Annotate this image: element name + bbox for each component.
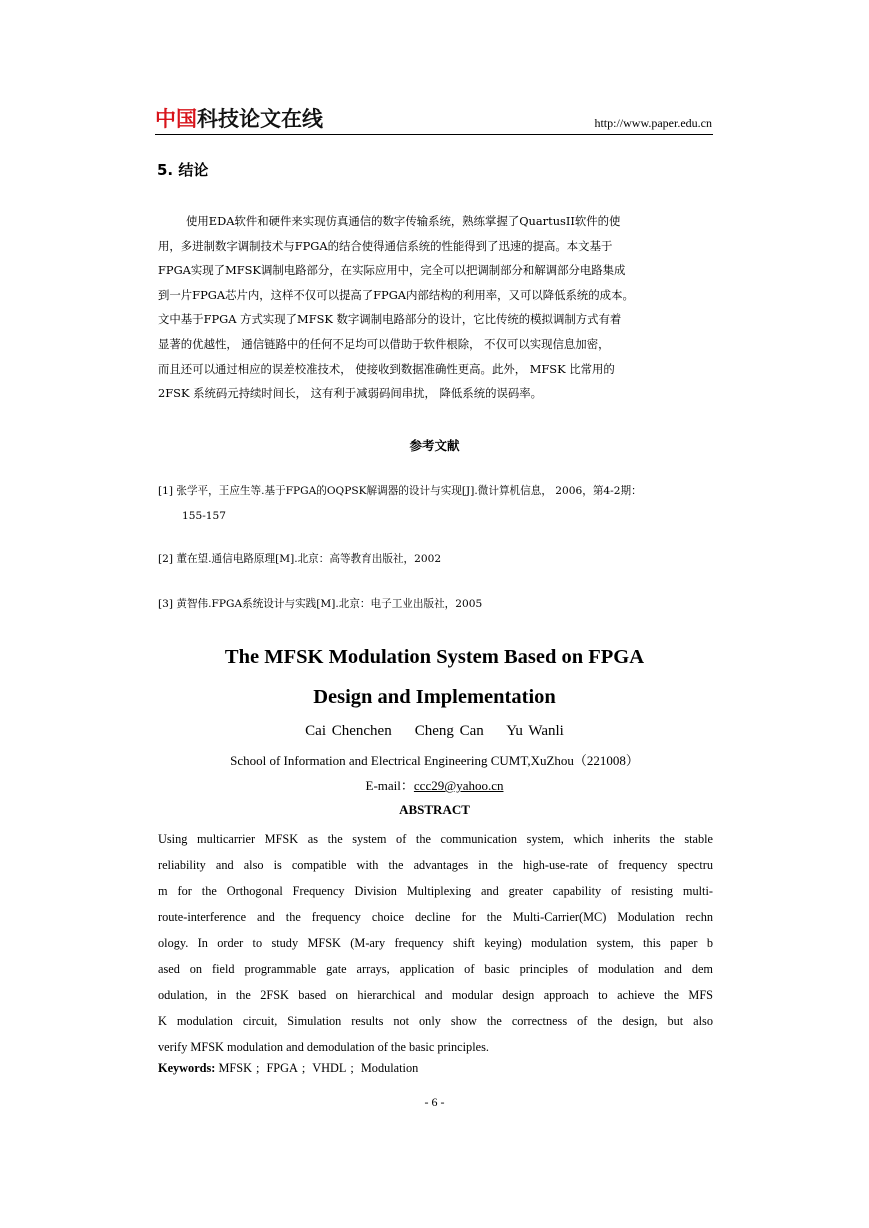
logo-dark-text: 科技论文在线 bbox=[197, 107, 323, 131]
authors: Cai Chenchen Cheng Can Yu Wanli bbox=[305, 723, 564, 739]
abstract-line: odulation, in the 2FSK based on hierarchical and modular design approach to achieve the MFS bbox=[158, 988, 713, 1002]
abstract-line: ology. In order to study MFSK (M-ary frequency shift keying) modulation system, this paper b bbox=[158, 936, 713, 950]
page-number: - 6 - bbox=[424, 1095, 445, 1109]
abstract-line: route-interference and the frequency choice decline for the Multi-Carrier(MC) Modulation rechn bbox=[158, 910, 713, 924]
abstract-line: Using multicarrier MFSK as the system of the communication system, which inherits the stable bbox=[158, 832, 713, 846]
references-title: 参考文献 bbox=[409, 438, 460, 453]
reference-item bbox=[158, 592, 482, 617]
reference-text: [1] 张学平，王应生等.基于FPGA的OQPSK解调器的设计与实现[J].微计算机信息， 2006，第4-2期： bbox=[158, 485, 642, 497]
abstract-line: verify MFSK modulation and demodulation of the basic principles. bbox=[158, 1040, 489, 1054]
reference-item bbox=[158, 479, 642, 529]
site-url[interactable]: http://www.paper.edu.cn bbox=[594, 116, 712, 130]
paragraph-line: 2FSK 系统码元持续时间长， 这有利于减弱码间串扰， 降低系统的误码率。 bbox=[158, 386, 543, 401]
email-line bbox=[0, 775, 869, 794]
logo-red-text: 中国 bbox=[155, 107, 197, 131]
conclusion-paragraph bbox=[158, 209, 714, 406]
english-title-line-1: The MFSK Modulation System Based on FPGA bbox=[224, 646, 645, 668]
reference-text-continued: 155-157 bbox=[182, 510, 227, 522]
abstract-line: m for the Orthogonal Frequency Division Multiplexing and greater capability of resisting multi- bbox=[158, 884, 713, 898]
reference-item bbox=[158, 547, 441, 572]
abstract-line: K modulation circuit, Simulation results not only show the correctness of the design, but also bbox=[158, 1014, 713, 1028]
paragraph-line: FPGA实现了MFSK调制电路部分，在实际应用中，完全可以把调制部分和解调部分电路集成 bbox=[158, 263, 626, 278]
paragraph-line: 使用EDA软件和硬件来实现仿真通信的数字传输系统，熟练掌握了QuartusII软件的使 bbox=[186, 214, 621, 228]
email-label: E-mail： bbox=[365, 778, 414, 793]
english-title-line-2: Design and Implementation bbox=[313, 686, 556, 708]
paragraph-line: 而且还可以通过相应的误差校准技术， 使接收到数据准确性更高。此外， MFSK 比常用的 bbox=[158, 361, 615, 376]
paragraph-line: 显著的优越性， 通信链路中的任何不足均可以借助于软件根除， 不仅可以实现信息加密， bbox=[158, 336, 610, 351]
keyword: FPGA bbox=[266, 1061, 298, 1075]
journal-logo bbox=[155, 106, 323, 132]
keyword: Modulation bbox=[360, 1061, 419, 1075]
paragraph-line: 到一片FPGA芯片内，这样不仅可以提高了FPGA内部结构的利用率，又可以降低系统的成本。 bbox=[158, 287, 634, 302]
reference-text: [2] 董在望.通信电路原理[M].北京：高等教育出版社，2002 bbox=[158, 553, 442, 565]
header-rule bbox=[155, 134, 713, 135]
affiliation: School of Information and Electrical Engineering CUMT,XuZhou（221008） bbox=[230, 753, 639, 768]
keywords-line: Keywords: MFSK ; FPGA ; VHDL ; Modulation bbox=[158, 1061, 419, 1075]
abstract-line: ased on field programmable gate arrays, application of basic principles of modulation and dem bbox=[158, 962, 713, 976]
paragraph-line: 用，多进制数字调制技术与FPGA的结合使得通信系统的性能得到了迅速的提高。本文基于 bbox=[158, 238, 613, 253]
keyword: MFSK bbox=[218, 1061, 252, 1075]
reference-text: [3] 黄智伟.FPGA系统设计与实践[M].北京：电子工业出版社，2005 bbox=[158, 598, 483, 610]
section-title: 5. 结论 bbox=[157, 161, 209, 179]
paragraph-line: 文中基于FPGA 方式实现了MFSK 数字调制电路部分的设计，它比传统的模拟调制方式有着 bbox=[158, 312, 622, 327]
keyword: VHDL bbox=[312, 1061, 347, 1075]
email-link[interactable]: ccc29@yahoo.cn bbox=[413, 778, 504, 793]
abstract-title: ABSTRACT bbox=[399, 802, 470, 817]
keywords-label: Keywords: bbox=[158, 1061, 216, 1075]
abstract-line: reliability and also is compatible with the advantages in the high-use-rate of frequency spectru bbox=[158, 858, 713, 872]
abstract-paragraph bbox=[158, 826, 713, 1060]
